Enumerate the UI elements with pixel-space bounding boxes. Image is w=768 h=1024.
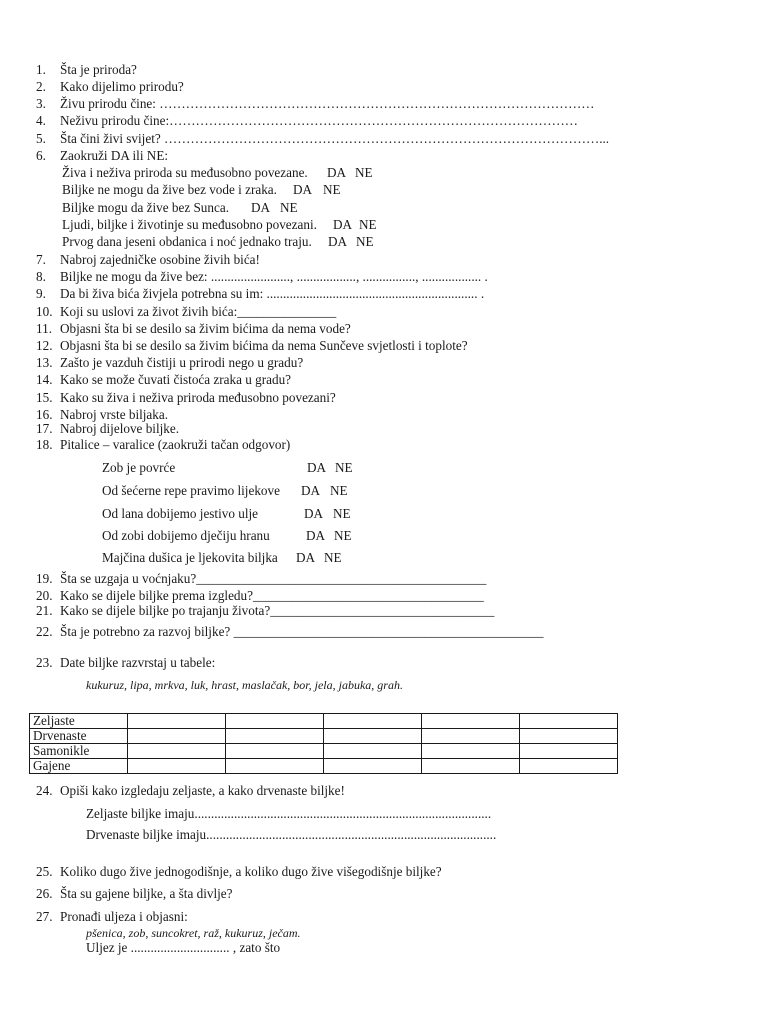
question-item [36, 437, 290, 453]
question-item [36, 338, 468, 354]
true-false-statement [0, 200, 768, 216]
statement-text: Od šećerne repe pravimo lijekove [102, 483, 280, 498]
table-cell [128, 714, 226, 729]
table-cell [324, 744, 422, 759]
question-text: Objasni šta bi se desilo sa živim bićima da nema vode? [60, 321, 351, 336]
answer-blank-line: _______________ [237, 304, 337, 319]
true-false-statement [0, 234, 768, 250]
answer-leader: .......................................................................................... [194, 806, 492, 821]
question-number: 25. [36, 864, 53, 879]
question-item [36, 909, 188, 925]
question-item [36, 886, 233, 902]
question-number: 18. [36, 437, 53, 452]
question-text: Kako se dijele biljke po trajanju života? [60, 603, 271, 618]
question-text: Šta su gajene biljke, a šta divlje? [60, 886, 233, 901]
table-cell [324, 729, 422, 744]
question-text: Koji su uslovi za život živih bića: [60, 304, 238, 319]
question-text: Pitalice – varalice (zaokruži tačan odgovor) [60, 437, 291, 452]
no-option: NE [334, 528, 352, 543]
answer-label: Drvenaste biljke imaju [86, 827, 207, 842]
yes-option: DA [304, 506, 324, 521]
question-number: 1. [36, 62, 46, 77]
table-cell [422, 744, 520, 759]
question-item [36, 286, 484, 302]
question-item [36, 96, 594, 112]
answer-leader: ………………………………………………………………………………… [169, 113, 578, 128]
question-item [36, 355, 303, 371]
question-item [36, 269, 488, 285]
answer-blank-line: _______________________________________________ [233, 624, 544, 639]
table-cell [128, 729, 226, 744]
answer-line: Uljez je .............................. , zato što [86, 940, 281, 955]
table-cell [422, 729, 520, 744]
question-text: Neživu prirodu čine: [60, 113, 170, 128]
question-text: Da bi živa bića živjela potrebna su im: ................................................................ . [60, 286, 485, 301]
question-number: 2. [36, 79, 46, 94]
question-item [36, 131, 609, 147]
question-item [36, 252, 260, 268]
table-cell [520, 714, 618, 729]
yes-option: DA [296, 550, 316, 565]
answer-blank-line: ____________________________________________ [196, 571, 487, 586]
question-number: 14. [36, 372, 53, 387]
question-item [36, 864, 442, 880]
question-text: Biljke ne mogu da žive bez: ........................, .................., ................, .................. . [60, 269, 488, 284]
question-text: Živu prirodu čine: [60, 96, 160, 111]
table-row [30, 759, 618, 774]
question-number: 3. [36, 96, 46, 111]
true-false-statement [0, 528, 768, 544]
question-number: 9. [36, 286, 46, 301]
question-number: 27. [36, 909, 53, 924]
answer-blank-line: __________________________________ [270, 603, 495, 618]
statement-text: Živa i neživa priroda su međusobno povezane. [62, 165, 308, 180]
yes-option: DA [333, 217, 353, 232]
yes-option: DA [327, 165, 347, 180]
question-text: Zašto je vazduh čistiji u prirodi nego u gradu? [60, 355, 304, 370]
question-text: Kako su živa i neživa priroda međusobno povezani? [60, 390, 336, 405]
no-option: NE [323, 182, 341, 197]
table-cell [226, 729, 324, 744]
table-row-label: Samonikle [30, 744, 128, 759]
table-row-label: Drvenaste [30, 729, 128, 744]
plant-list: pšenica, zob, suncokret, raž, kukuruz, ječam. [86, 926, 301, 940]
question-item [36, 624, 543, 640]
question-number: 20. [36, 588, 53, 603]
question-text: Šta se uzgaja u voćnjaku? [60, 571, 197, 586]
true-false-statement [0, 165, 768, 181]
statement-text: Biljke mogu da žive bez Sunca. [62, 200, 229, 215]
answer-leader: ………………………………………………………………………………………... [164, 131, 610, 146]
answer-leader: ……………………………………………………………………………………… [159, 96, 595, 111]
question-number: 17. [36, 421, 53, 436]
question-item [36, 655, 215, 671]
question-item [36, 304, 336, 320]
answer-line [86, 806, 491, 822]
question-text: Kako se može čuvati čistoća zraka u gradu? [60, 372, 292, 387]
statement-text: Zob je povrće [102, 460, 176, 475]
question-number: 13. [36, 355, 53, 370]
question-item [36, 148, 168, 164]
question-number: 4. [36, 113, 46, 128]
question-item [36, 79, 184, 95]
statement-text: Prvog dana jeseni obdanica i noć jednako traju. [62, 234, 312, 249]
yes-option: DA [328, 234, 348, 249]
question-item [36, 588, 484, 604]
question-number: 23. [36, 655, 53, 670]
classification-table [29, 713, 618, 774]
table-cell [128, 744, 226, 759]
table-cell [422, 714, 520, 729]
question-text: Šta je potrebno za razvoj biljke? [60, 624, 234, 639]
statement-text: Od zobi dobijemo dječiju hranu [102, 528, 270, 543]
table-cell [226, 714, 324, 729]
question-item [36, 372, 291, 388]
question-text: Koliko dugo žive jednogodišnje, a koliko dugo žive višegodišnje biljke? [60, 864, 442, 879]
question-number: 5. [36, 131, 46, 146]
question-number: 16. [36, 407, 53, 422]
true-false-statement [0, 182, 768, 198]
question-text: Zaokruži DA ili NE: [60, 148, 169, 163]
no-option: NE [356, 234, 374, 249]
question-item [36, 783, 345, 799]
table-cell [226, 759, 324, 774]
plant-list: kukuruz, lipa, mrkva, luk, hrast, maslačak, bor, jela, jabuka, grah. [86, 678, 403, 692]
question-text: Šta je priroda? [60, 62, 137, 77]
question-text: Opiši kako izgledaju zeljaste, a kako drvenaste biljke! [60, 783, 345, 798]
question-number: 26. [36, 886, 53, 901]
question-text: Objasni šta bi se desilo sa živim bićima da nema Sunčeve svjetlosti i toplote? [60, 338, 468, 353]
no-option: NE [280, 200, 298, 215]
yes-option: DA [251, 200, 271, 215]
table-cell [324, 714, 422, 729]
yes-option: DA [306, 528, 326, 543]
no-option: NE [335, 460, 353, 475]
table-row [30, 744, 618, 759]
no-option: NE [330, 483, 348, 498]
question-item [36, 113, 578, 129]
table-cell [520, 744, 618, 759]
no-option: NE [324, 550, 342, 565]
answer-blank-line: ___________________________________ [252, 588, 484, 603]
question-text: Pronađi uljeza i objasni: [60, 909, 188, 924]
table-row [30, 729, 618, 744]
question-number: 24. [36, 783, 53, 798]
yes-option: DA [301, 483, 321, 498]
statement-text: Ljudi, biljke i životinje su međusobno povezani. [62, 217, 317, 232]
true-false-statement [0, 217, 768, 233]
table-cell [128, 759, 226, 774]
no-option: NE [333, 506, 351, 521]
question-item [36, 62, 137, 78]
answer-leader: ........................................................................................ [206, 827, 497, 842]
question-number: 22. [36, 624, 53, 639]
question-text: Kako dijelimo prirodu? [60, 79, 184, 94]
question-text: Šta čini živi svijet? [60, 131, 165, 146]
table-cell [520, 729, 618, 744]
question-number: 21. [36, 603, 53, 618]
question-item [36, 571, 486, 587]
true-false-statement [0, 550, 768, 566]
statement-text: Od lana dobijemo jestivo ulje [102, 506, 259, 521]
question-item [36, 603, 494, 619]
table-cell [324, 759, 422, 774]
question-item [36, 390, 336, 406]
question-number: 10. [36, 304, 53, 319]
yes-option: DA [293, 182, 313, 197]
table-row-label: Gajene [30, 759, 128, 774]
statement-text: Biljke ne mogu da žive bez vode i zraka. [62, 182, 277, 197]
question-number: 6. [36, 148, 46, 163]
question-item [36, 321, 351, 337]
question-text: Kako se dijele biljke prema izgledu? [60, 588, 253, 603]
table-row-label: Zeljaste [30, 714, 128, 729]
true-false-statement [0, 460, 768, 476]
table-cell [226, 744, 324, 759]
question-number: 19. [36, 571, 53, 586]
table-cell [520, 759, 618, 774]
no-option: NE [355, 165, 373, 180]
question-item [36, 421, 179, 437]
yes-option: DA [307, 460, 327, 475]
statement-text: Majčina dušica je ljekovita biljka [102, 550, 278, 565]
question-number: 15. [36, 390, 53, 405]
question-text: Nabroj zajedničke osobine živih bića! [60, 252, 260, 267]
table-row [30, 714, 618, 729]
table-cell [422, 759, 520, 774]
question-text: Date biljke razvrstaj u tabele: [60, 655, 216, 670]
question-number: 11. [36, 321, 52, 336]
answer-line [86, 827, 496, 843]
question-number: 8. [36, 269, 46, 284]
answer-label: Zeljaste biljke imaju [86, 806, 195, 821]
true-false-statement [0, 483, 768, 499]
no-option: NE [359, 217, 377, 232]
question-text: Nabroj dijelove biljke. [60, 421, 180, 436]
question-number: 7. [36, 252, 46, 267]
true-false-statement [0, 506, 768, 522]
question-number: 12. [36, 338, 53, 353]
question-text: Nabroj vrste biljaka. [60, 407, 169, 422]
